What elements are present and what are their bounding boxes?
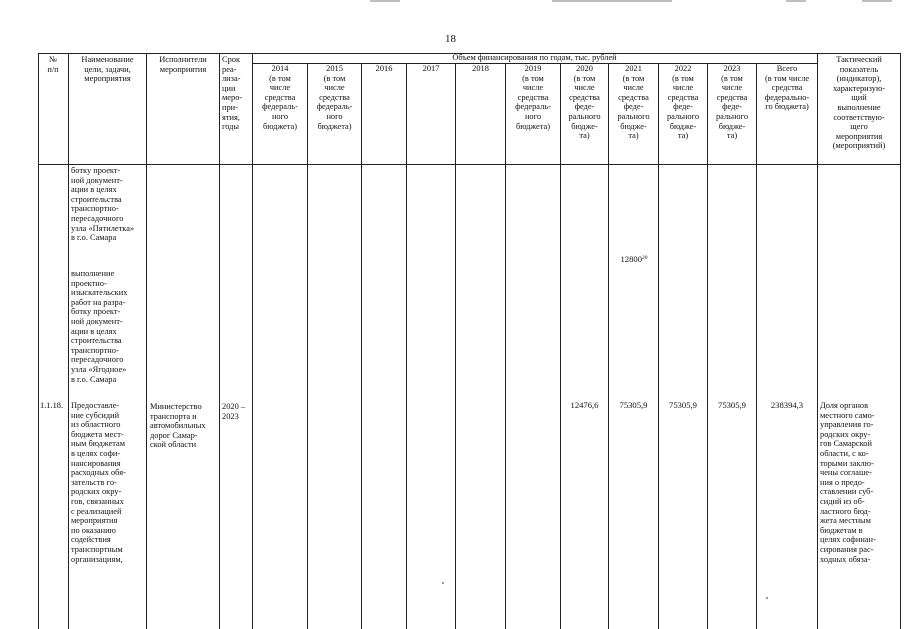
scan-speck (766, 597, 768, 599)
col-border (219, 53, 220, 629)
scan-artifact-line (786, 0, 806, 2)
col-border (252, 53, 253, 629)
funding-table (38, 53, 901, 629)
row-value-2021: 12800$^{20}$ (620, 254, 648, 264)
page-number: 18 (445, 33, 456, 45)
header-year-2015: 2015 (в том числе средства федераль- ного бюджета) (316, 64, 353, 131)
col-border (658, 63, 659, 629)
header-year-2014: 2014 (в том числе средства федераль- ного бюджета) (262, 64, 298, 131)
header-executors: Исполнители мероприятия (159, 55, 207, 74)
col-border (68, 53, 69, 629)
row-term: 2020 – 2023 (222, 402, 246, 421)
col-border (560, 63, 561, 629)
col-border (406, 63, 407, 629)
col-border (900, 53, 901, 629)
header-funding-group: Объем финансирования по годам, тыс. рублей (452, 53, 617, 62)
scan-artifact-line (552, 0, 672, 2)
row-name-subsidies: Предоставле- ние субсидий из областного бюджета мест- ным бюджетам в целях софи- нансирования расходных обя- зательств го- родских окру- гов, связанных с реализацией мероприятия по оказанию содействия транспортным организациям, (71, 401, 126, 564)
scan-artifact-line (862, 0, 892, 2)
col-border (455, 63, 456, 629)
row-value-2022: 75305,9 (669, 400, 697, 410)
header-name: Наименование цели, задачи, мероприятия (81, 55, 134, 84)
header-year-2020: 2020 (в том числе средства феде- рального бюдже- та) (568, 64, 601, 141)
scan-speck (442, 582, 444, 584)
header-year-2016: 2016 (375, 64, 393, 73)
header-year-2018: 2018 (472, 64, 489, 73)
header-year-2023: 2023 (в том числе средства феде- рального бюдже- та) (715, 64, 749, 141)
row-value-2020: 12476,6 (570, 400, 599, 410)
col-border (38, 53, 39, 629)
row-value-total: 238394,3 (770, 400, 804, 410)
header-year-2017: 2017 (422, 64, 440, 73)
header-year-2021: 2021 (в том числе средства феде- рального бюдже- та) (617, 64, 650, 141)
row-name-yagodnoe: выполнение проектно- изыскательских работ на разра- ботку проект- ной документ- ации в целях строительства транспортно- пересадочного узла «Ягодное» в г.о. Самара (71, 269, 128, 384)
col-border (307, 63, 308, 629)
col-border (707, 63, 708, 629)
header-year-2019: 2019 (в том числе средства федераль- ного бюджета) (515, 64, 551, 131)
row-number: 1.1.18. (40, 401, 64, 410)
col-border (146, 53, 147, 629)
col-border (505, 63, 506, 629)
col-border (756, 63, 757, 629)
header-year-2022: 2022 (в том числе средства феде- рального бюдже- та) (666, 64, 700, 141)
header-total: Всего (в том числе средства федерально- го бюджета) (764, 64, 810, 112)
row-value-2023: 75305,9 (718, 400, 746, 410)
header-bottom-border (38, 164, 901, 165)
col-border (608, 63, 609, 629)
header-term: Срок реа- лиза- ции меро- при- ятия, годы (222, 55, 243, 132)
row-executor: Министерство транспорта и автомобильных дорог Самар- ской области (150, 402, 206, 450)
row-indicator: Доля органов местного само- управления го- родских окру- гов Самарской области, с ко- торыми заклю- чены соглаше- ния о предо- ставлении суб- сидий из об- ластного бюд- жета местным бюджетам в целях софинан- сирования рас- ходных обяза- (820, 401, 876, 564)
col-border (361, 63, 362, 629)
header-num: № п/п (47, 55, 59, 74)
row-name-continuation: ботку проект- ной документ- ации в целях строительства транспортно- пересадочного узла «Пятилетка» в г.о. Самара (71, 166, 135, 243)
header-indicator: Тактический показатель (индикатор), характеризую- щий выполнение соответствую- щего мероприятия (мероприятий) (832, 55, 886, 151)
scan-artifact-line (370, 0, 400, 2)
row-value-2021: 75305,9 (619, 400, 648, 410)
